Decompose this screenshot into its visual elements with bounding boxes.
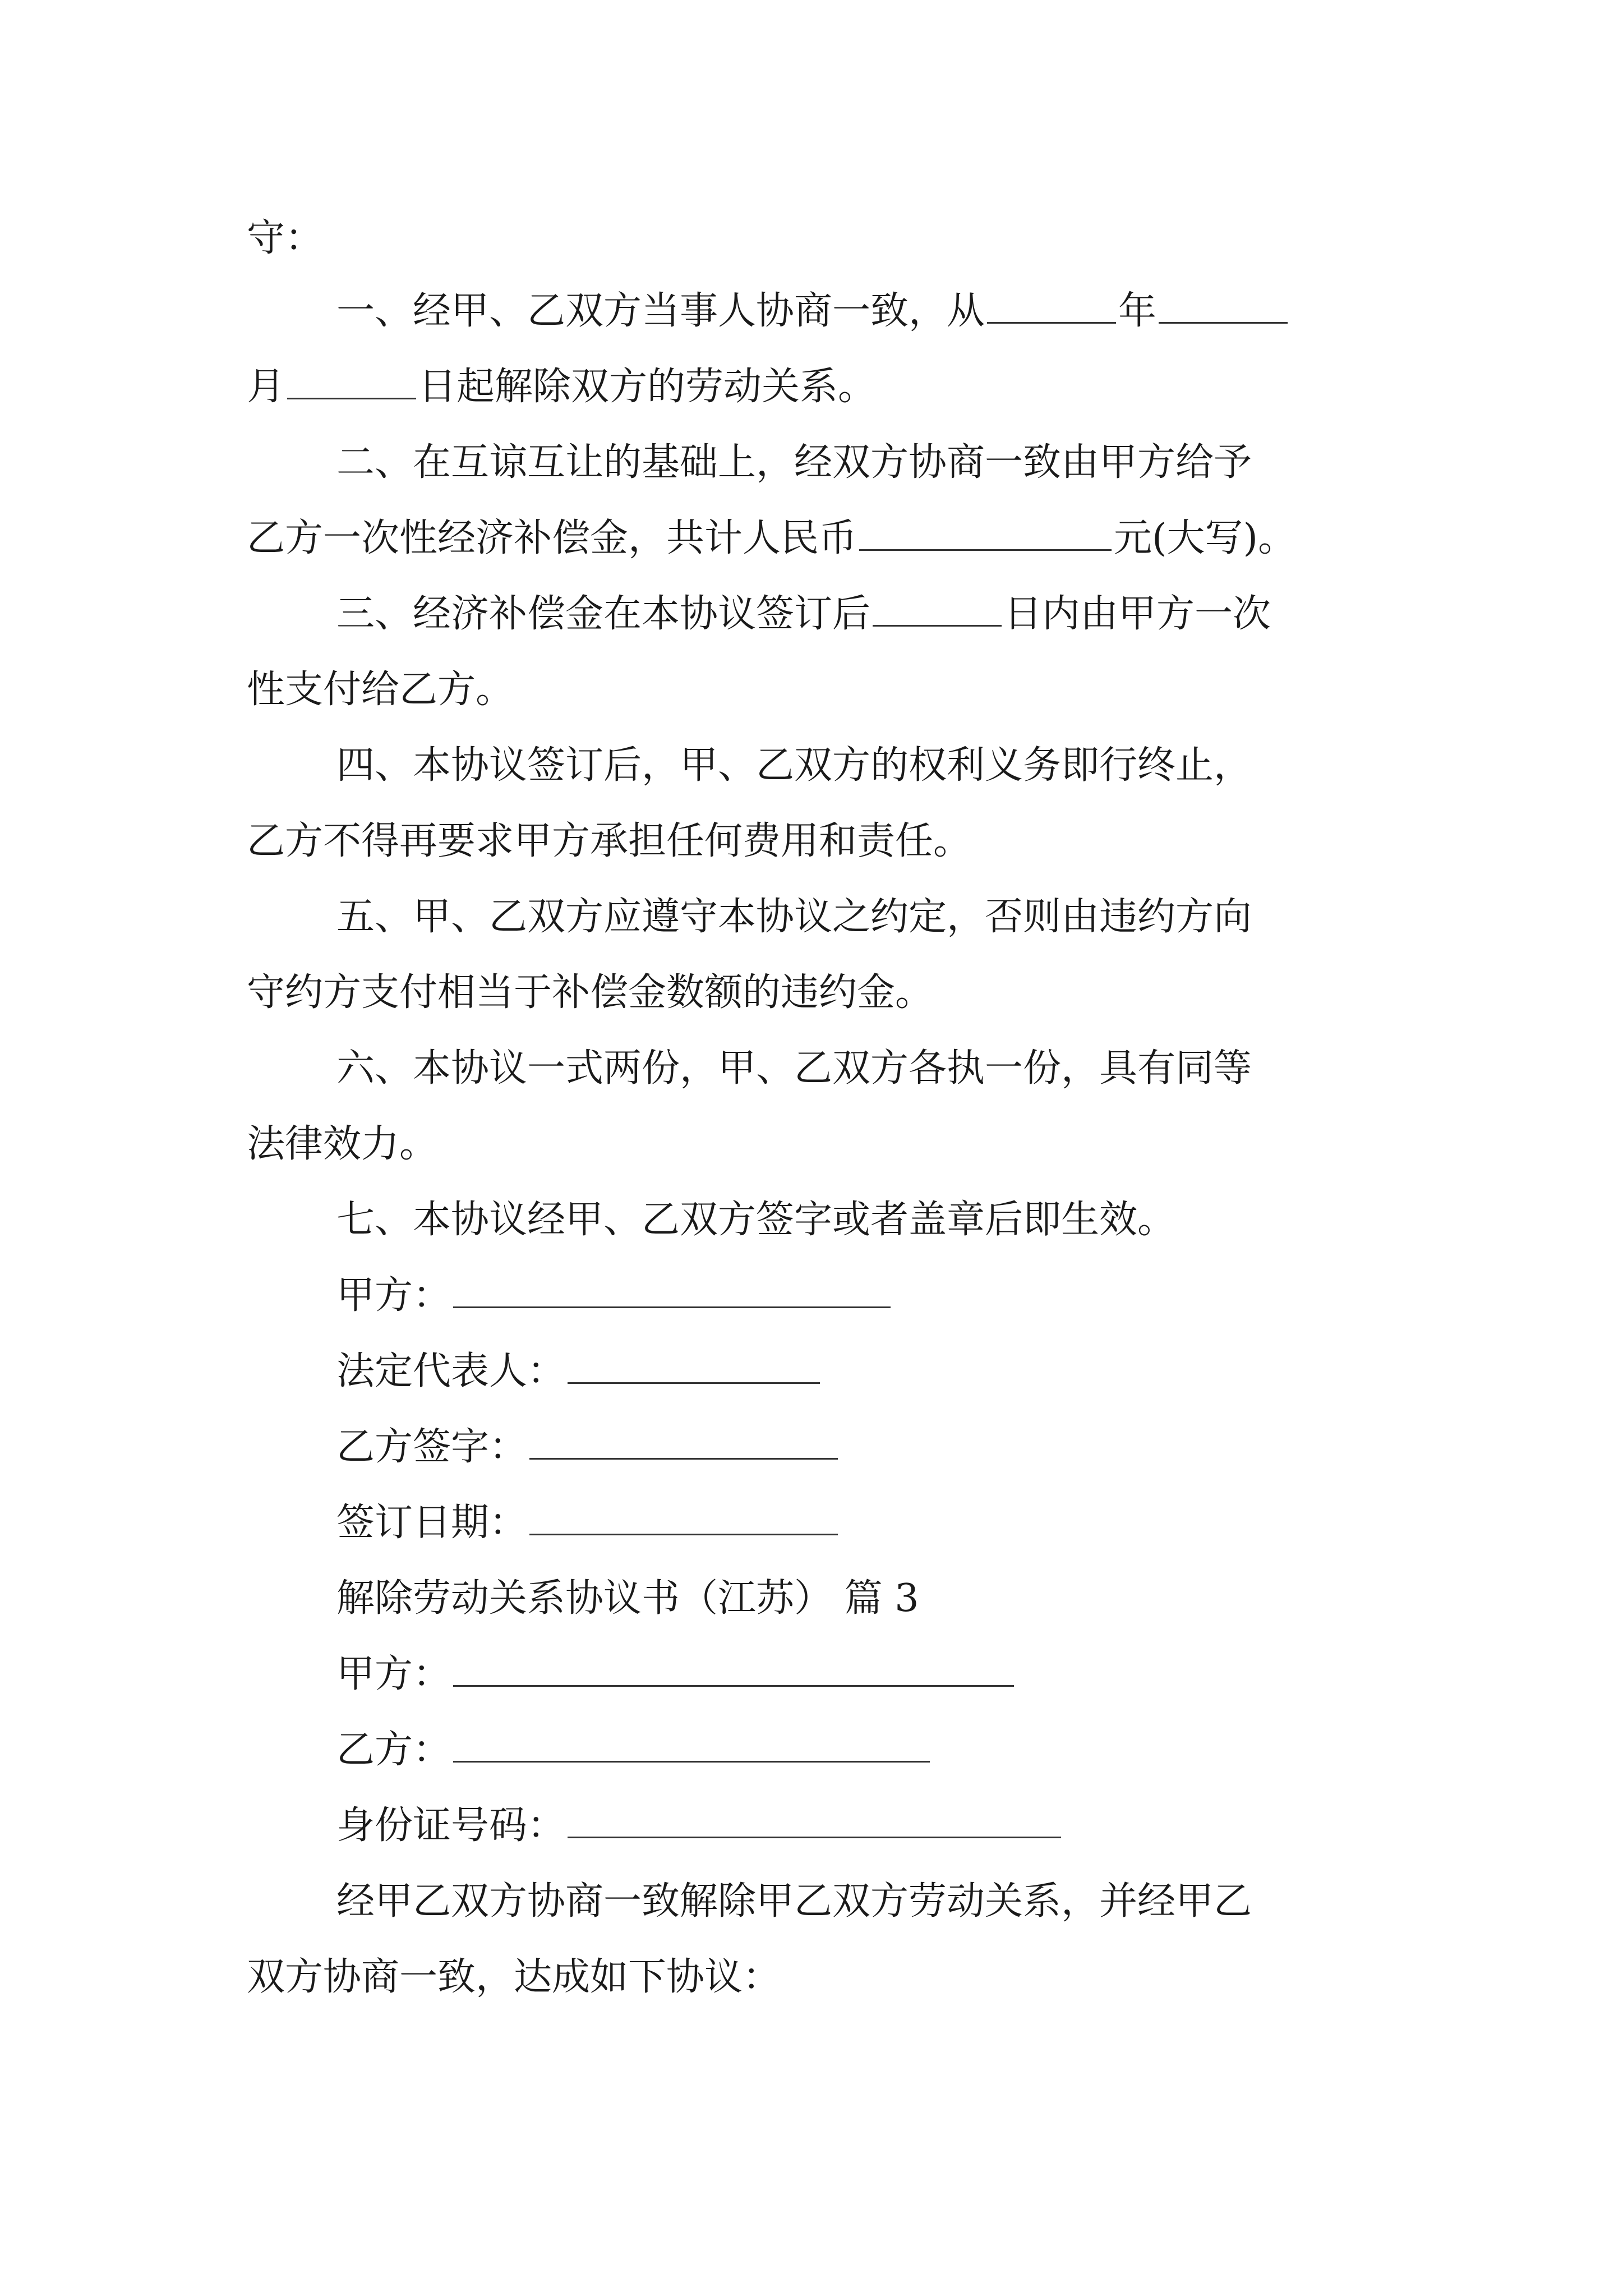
text: 七、本协议经甲、乙双方签字或者盖章后即生效。 — [336, 1198, 1176, 1242]
clause-2-cont — [247, 510, 1296, 567]
party-b-sign-blank — [529, 1424, 838, 1460]
text: 六、本协议一式两份，甲、乙双方各执一份，具有同等 — [336, 1046, 1252, 1091]
sign-date-blank — [529, 1500, 838, 1535]
label: 法定代表人： — [336, 1349, 566, 1393]
text: 一、经甲、乙双方当事人协商一致，从 — [336, 289, 985, 333]
label: 乙方： — [336, 1728, 451, 1772]
id-number-line — [336, 1798, 1063, 1854]
party-a-blank-2 — [453, 1651, 1014, 1687]
text: 二、在互谅互让的基础上，经双方协商一致由甲方给予 — [336, 440, 1252, 485]
section-heading — [336, 1571, 919, 1627]
day-blank — [287, 364, 416, 399]
text: 日起解除双方的劳动关系。 — [418, 365, 877, 409]
text: 年 — [1118, 289, 1157, 333]
clause-3 — [336, 586, 1271, 642]
text: 双方协商一致，达成如下协议： — [247, 1955, 781, 1999]
intro-para — [336, 1874, 1252, 1930]
text: 五、甲、乙双方应遵守本协议之约定，否则由违约方向 — [336, 895, 1252, 939]
clause-6 — [336, 1041, 1252, 1097]
party-a-line-2 — [336, 1646, 1016, 1703]
id-number-blank — [568, 1803, 1061, 1838]
month-blank — [1159, 288, 1288, 324]
legal-rep-blank — [568, 1349, 820, 1384]
party-b-sign-line — [336, 1419, 840, 1475]
text: 日内由甲方一次 — [1004, 592, 1271, 636]
clause-5 — [336, 889, 1252, 945]
clause-4-cont — [247, 813, 971, 869]
party-a-line — [336, 1268, 893, 1324]
text: 守： — [247, 216, 324, 260]
label: 甲方： — [336, 1652, 451, 1696]
text: 乙方一次性经济补偿金，共计人民币 — [247, 516, 857, 560]
text: 守约方支付相当于补偿金数额的违约金。 — [247, 970, 934, 1015]
label: 甲方： — [336, 1273, 451, 1318]
text: 经甲乙双方协商一致解除甲乙双方劳动关系，并经甲乙 — [336, 1879, 1252, 1924]
intro-para-cont — [247, 1949, 781, 2005]
clause-2 — [336, 435, 1252, 491]
party-a-blank — [453, 1273, 891, 1308]
year-blank — [987, 288, 1116, 324]
text: 四、本协议签订后，甲、乙双方的权利义务即行终止， — [336, 743, 1252, 788]
clause-1 — [336, 283, 1290, 339]
days-blank — [873, 591, 1002, 627]
label: 身份证号码： — [336, 1803, 566, 1848]
clause-7 — [336, 1192, 1175, 1248]
text: 法律效力。 — [247, 1122, 438, 1166]
amount-blank — [859, 516, 1112, 551]
text: 三、经济补偿金在本协议签订后 — [336, 592, 871, 636]
text-line — [247, 210, 323, 266]
label: 签订日期： — [336, 1501, 528, 1545]
text: 性支付给乙方。 — [247, 668, 514, 712]
party-b-line — [336, 1722, 932, 1778]
heading: 解除劳动关系协议书（江苏） 篇 3 — [336, 1576, 919, 1621]
clause-4 — [336, 738, 1252, 794]
text: 月 — [247, 365, 285, 409]
text: 乙方不得再要求甲方承担任何费用和责任。 — [247, 819, 972, 863]
clause-5-cont — [247, 965, 933, 1021]
legal-rep-line — [336, 1343, 822, 1400]
label: 乙方签字： — [336, 1425, 528, 1469]
clause-1-cont — [247, 359, 876, 415]
sign-date-line — [336, 1495, 840, 1551]
clause-6-cont — [247, 1116, 437, 1172]
party-b-blank — [453, 1727, 930, 1763]
text: 元(大写)。 — [1114, 516, 1297, 560]
clause-3-cont — [247, 662, 514, 718]
